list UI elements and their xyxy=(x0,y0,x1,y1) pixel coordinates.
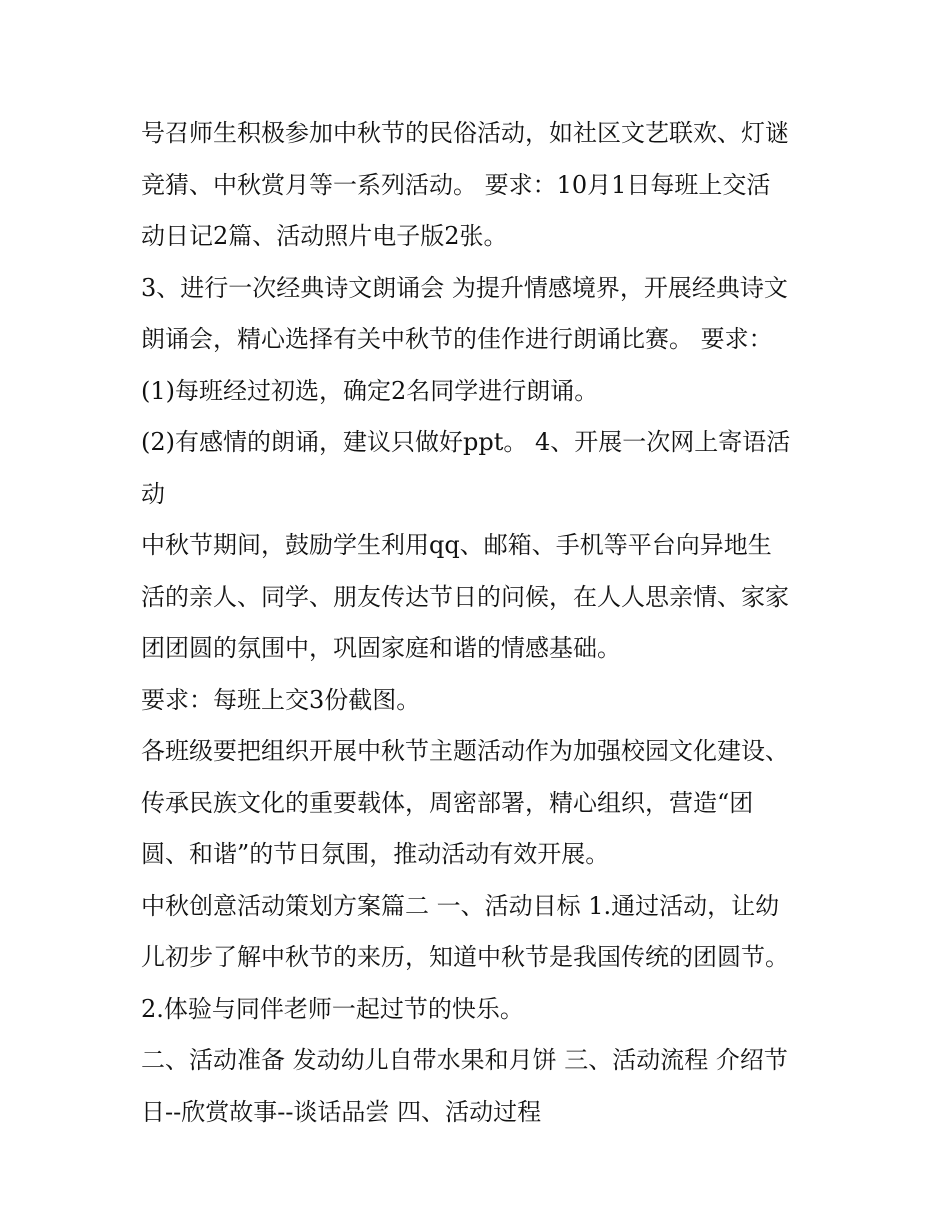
text-line-10: 活的亲人、同学、朋友传达节日的问候，在人人思亲情、家家 xyxy=(141,582,789,611)
text-line-20: 日--欣赏故事--谈话品尝 四、活动过程 xyxy=(141,1097,542,1126)
text-line-18: 2.体验与同伴老师一起过节的快乐。 xyxy=(141,994,524,1023)
text-line-8: 动 xyxy=(141,479,165,508)
text-line-7: (2)有感情的朗诵，建议只做好ppt。 4、开展一次网上寄语活 xyxy=(141,428,791,456)
text-line-5: 朗诵会，精心选择有关中秋节的佳作进行朗诵比赛。 要求： xyxy=(141,325,773,353)
text-line-9: 中秋节期间，鼓励学生利用qq、邮箱、手机等平台向异地生 xyxy=(141,531,772,559)
text-line-14: 传承民族文化的重要载体，周密部署，精心组织，营造“团 xyxy=(141,788,754,817)
text-line-4: 3、进行一次经典诗文朗诵会 为提升情感境界，开展经典诗文 xyxy=(141,273,788,302)
text-line-16: 中秋创意活动策划方案篇二 一、活动目标 1.通过活动，让幼 xyxy=(141,891,780,920)
document-body xyxy=(141,108,821,1138)
text-line-17: 儿初步了解中秋节的来历，知道中秋节是我国传统的团圆节。 xyxy=(141,943,789,971)
text-line-1: 号召师生积极参加中秋节的民俗活动，如社区文艺联欢、灯谜 xyxy=(141,119,789,147)
text-line-11: 团团圆的氛围中，巩固家庭和谐的情感基础。 xyxy=(141,634,621,662)
text-line-3: 动日记2篇、活动照片电子版2张。 xyxy=(141,222,508,250)
text-line-12: 要求：每班上交3份截图。 xyxy=(141,685,421,714)
text-line-2: 竞猜、中秋赏月等一系列活动。 要求：10月1日每班上交活 xyxy=(141,170,771,199)
text-line-13: 各班级要把组织开展中秋节主题活动作为加强校园文化建设、 xyxy=(141,737,789,765)
text-line-15: 圆、和谐”的节日氛围，推动活动有效开展。 xyxy=(141,840,610,868)
text-line-6: (1)每班经过初选，确定2名同学进行朗诵。 xyxy=(141,376,599,405)
text-line-19: 二、活动准备 发动幼儿自带水果和月饼 三、活动流程 介绍节 xyxy=(141,1046,788,1074)
